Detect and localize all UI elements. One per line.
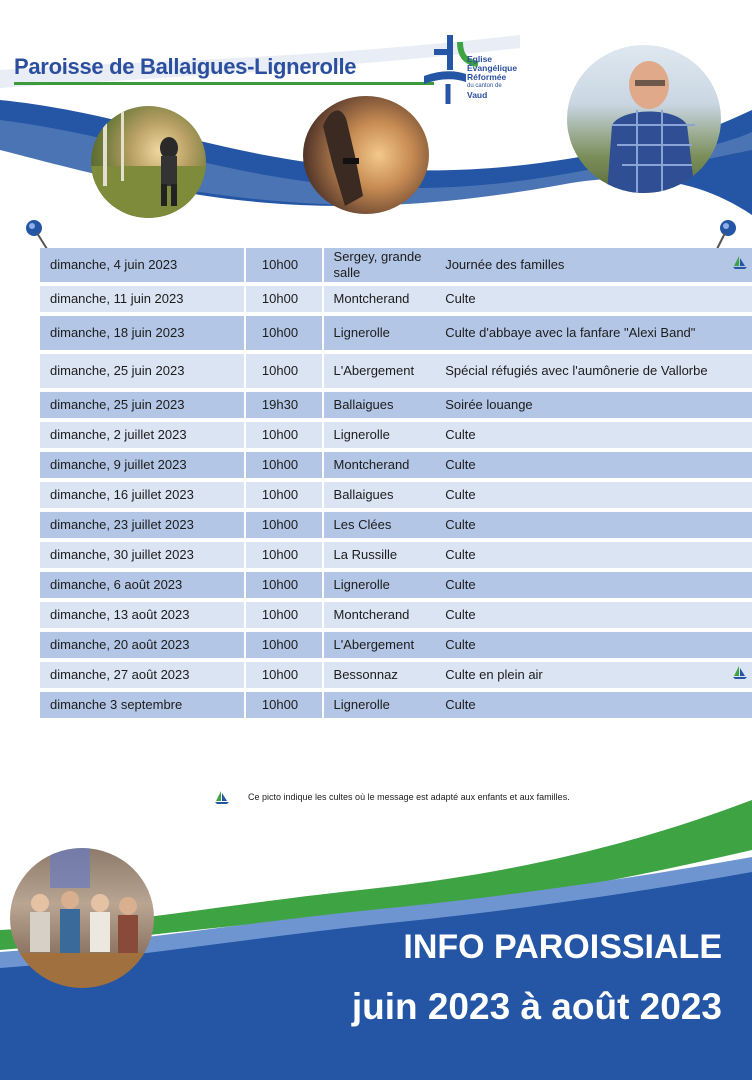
logo-line: Évangélique (467, 63, 518, 73)
schedule-row (40, 248, 752, 282)
schedule-date: dimanche, 18 juin 2023 (40, 316, 244, 350)
family-sailboat-icon (732, 255, 748, 271)
schedule-row (40, 354, 752, 388)
photo-raised-hand (303, 96, 429, 214)
logo-line: Réformée (467, 72, 507, 82)
schedule-family-cell (732, 354, 752, 388)
schedule-time: 10h00 (244, 542, 322, 568)
title-underline (14, 82, 434, 85)
schedule-row (40, 572, 752, 598)
schedule-family-cell (732, 542, 752, 568)
schedule-row (40, 392, 752, 418)
schedule-event: Culte (435, 632, 732, 658)
logo-line: Vaud (467, 90, 488, 100)
schedule-place: L'Abergement (322, 354, 436, 388)
schedule-time: 10h00 (244, 286, 322, 312)
schedule-event: Culte (435, 542, 732, 568)
schedule-row (40, 452, 752, 478)
schedule-event: Culte (435, 692, 732, 718)
schedule-date: dimanche, 11 juin 2023 (40, 286, 244, 312)
schedule-time: 10h00 (244, 662, 322, 688)
page-title: Paroisse de Ballaigues-Lignerolle (14, 54, 357, 79)
schedule-event: Culte (435, 452, 732, 478)
schedule-family-cell (732, 692, 752, 718)
schedule-place: Lignerolle (322, 572, 436, 598)
schedule-family-cell (732, 602, 752, 628)
schedule-table-container (40, 244, 752, 722)
schedule-place: La Russille (322, 542, 436, 568)
schedule-row (40, 316, 752, 350)
schedule-family-cell (732, 316, 752, 350)
schedule-date: dimanche, 25 juin 2023 (40, 392, 244, 418)
schedule-time: 19h30 (244, 392, 322, 418)
schedule-row (40, 422, 752, 448)
schedule-place: Montcherand (322, 602, 436, 628)
schedule-row (40, 512, 752, 538)
schedule-place: Lignerolle (322, 422, 436, 448)
logo-line: du canton de (467, 83, 502, 89)
schedule-row (40, 482, 752, 508)
schedule-place: Lignerolle (322, 316, 436, 350)
schedule-date: dimanche, 25 juin 2023 (40, 354, 244, 388)
schedule-family-cell (732, 662, 752, 688)
schedule-table (40, 244, 752, 722)
schedule-event: Culte (435, 602, 732, 628)
schedule-event: Spécial réfugiés avec l'aumônerie de Vallorbe (435, 354, 732, 388)
schedule-date: dimanche, 13 août 2023 (40, 602, 244, 628)
schedule-row (40, 632, 752, 658)
footer-period: juin 2023 à août 2023 (351, 986, 722, 1027)
footer-title: INFO PAROISSIALE (403, 928, 722, 966)
schedule-time: 10h00 (244, 354, 322, 388)
schedule-family-cell (732, 512, 752, 538)
schedule-place: Montcherand (322, 286, 436, 312)
schedule-date: dimanche, 20 août 2023 (40, 632, 244, 658)
schedule-event: Culte d'abbaye avec la fanfare "Alexi Band" (435, 316, 732, 350)
schedule-row (40, 692, 752, 718)
schedule-event: Soirée louange (435, 392, 732, 418)
schedule-date: dimanche 3 septembre (40, 692, 244, 718)
photo-children-church (10, 848, 154, 988)
schedule-time: 10h00 (244, 482, 322, 508)
schedule-event: Culte (435, 482, 732, 508)
schedule-time: 10h00 (244, 316, 322, 350)
schedule-date: dimanche, 16 juillet 2023 (40, 482, 244, 508)
schedule-family-cell (732, 248, 752, 282)
schedule-date: dimanche, 6 août 2023 (40, 572, 244, 598)
schedule-time: 10h00 (244, 248, 322, 282)
schedule-place: L'Abergement (322, 632, 436, 658)
schedule-event: Culte (435, 572, 732, 598)
schedule-row (40, 662, 752, 688)
schedule-family-cell (732, 572, 752, 598)
schedule-time: 10h00 (244, 452, 322, 478)
photo-forest-walk (91, 106, 206, 218)
eerv-logo-text (467, 55, 517, 100)
schedule-place: Ballaigues (322, 392, 436, 418)
schedule-event: Journée des familles (435, 248, 732, 282)
photo-pastor (567, 45, 721, 193)
schedule-event: Culte (435, 422, 732, 448)
schedule-row (40, 286, 752, 312)
legend-text: Ce picto indique les cultes où le message est adapté aux enfants et aux familles. (248, 792, 570, 802)
schedule-date: dimanche, 9 juillet 2023 (40, 452, 244, 478)
schedule-event: Culte en plein air (435, 662, 732, 688)
schedule-family-cell (732, 482, 752, 508)
schedule-date: dimanche, 2 juillet 2023 (40, 422, 244, 448)
schedule-family-cell (732, 392, 752, 418)
schedule-time: 10h00 (244, 422, 322, 448)
logo-line: Eglise (467, 54, 493, 64)
schedule-time: 10h00 (244, 692, 322, 718)
schedule-family-cell (732, 422, 752, 448)
family-sailboat-icon (732, 665, 748, 681)
schedule-time: 10h00 (244, 572, 322, 598)
schedule-family-cell (732, 632, 752, 658)
schedule-place: Montcherand (322, 452, 436, 478)
schedule-time: 10h00 (244, 602, 322, 628)
schedule-place: Sergey, grande salle (322, 248, 436, 282)
schedule-time: 10h00 (244, 632, 322, 658)
schedule-place: Les Clées (322, 512, 436, 538)
schedule-date: dimanche, 23 juillet 2023 (40, 512, 244, 538)
schedule-family-cell (732, 452, 752, 478)
schedule-date: dimanche, 30 juillet 2023 (40, 542, 244, 568)
schedule-family-cell (732, 286, 752, 312)
schedule-place: Bessonnaz (322, 662, 436, 688)
schedule-place: Ballaigues (322, 482, 436, 508)
schedule-row (40, 602, 752, 628)
family-sailboat-icon (214, 790, 230, 806)
schedule-event: Culte (435, 512, 732, 538)
schedule-place: Lignerolle (322, 692, 436, 718)
schedule-date: dimanche, 4 juin 2023 (40, 248, 244, 282)
schedule-event: Culte (435, 286, 732, 312)
schedule-row (40, 542, 752, 568)
schedule-time: 10h00 (244, 512, 322, 538)
schedule-date: dimanche, 27 août 2023 (40, 662, 244, 688)
